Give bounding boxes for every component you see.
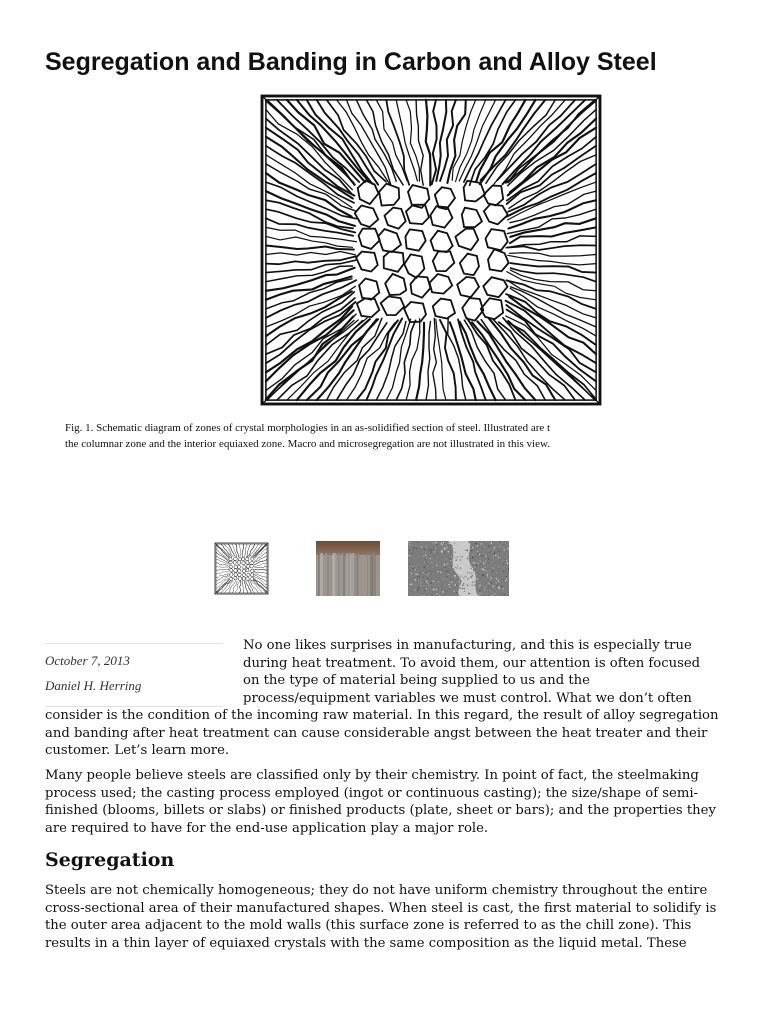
section-heading: Segregation <box>45 849 175 871</box>
intro-line: and banding after heat treatment can cause considerable angst between the heat treater and their <box>45 725 708 741</box>
intro-line: process/equipment variables we must control. What we don’t often <box>243 690 692 706</box>
intro-line: consider is the condition of the incoming raw material. In this regard, the result of alloy segregation <box>45 708 719 723</box>
intro-line: No one likes surprises in manufacturing, and this is especially true <box>243 638 692 653</box>
thumbnail-microstructure[interactable] <box>408 541 509 596</box>
publish-date: October 7, 2013 <box>45 653 130 668</box>
thumbnail-banding-macrograph[interactable] <box>316 541 380 596</box>
figure-caption-line: the columnar zone and the interior equiaxed zone. Macro and microsegregation are not illustrated in this view. <box>65 438 550 450</box>
author-link[interactable]: Daniel H. Herring <box>45 678 142 693</box>
figure-caption-line: Fig. 1. Schematic diagram of zones of crystal morphologies in an as-solidified section of steel. Illustrated are t <box>65 422 551 434</box>
intro-line: on the type of material being supplied to us and the <box>243 673 590 688</box>
intro-line: during heat treatment. To avoid them, our attention is often focused <box>243 655 701 671</box>
figure-caption <box>65 420 665 452</box>
body-paragraph: Steels are not chemically homogeneous; they do not have uniform chemistry throughout the entire cross-sectional area of their manufactured shapes. When steel is cast, the first material to solidify is the outer area adjacent to the mold walls (this surface zone is referred to as the chill zone). This results in a thin layer of equiaxed crystals with the same composition as the liquid metal. These <box>45 883 717 951</box>
solidification-zones-figure <box>256 90 606 410</box>
article-title: Segregation and Banding in Carbon and Alloy Steel <box>45 48 657 76</box>
intro-line: customer. Let’s learn more. <box>45 743 230 758</box>
thumbnail-solidification-diagram[interactable] <box>213 541 270 596</box>
body-paragraph: Many people believe steels are classified only by their chemistry. In point of fact, the steelmaking process used; the casting process employed (ingot or continuous casting); the size/shape of semi-finished (blooms, billets or slabs) or finished products (plate, sheet or bars); and the properties they are required to have for the end-use application play a major role. <box>45 768 716 836</box>
intro-paragraph <box>45 637 735 760</box>
